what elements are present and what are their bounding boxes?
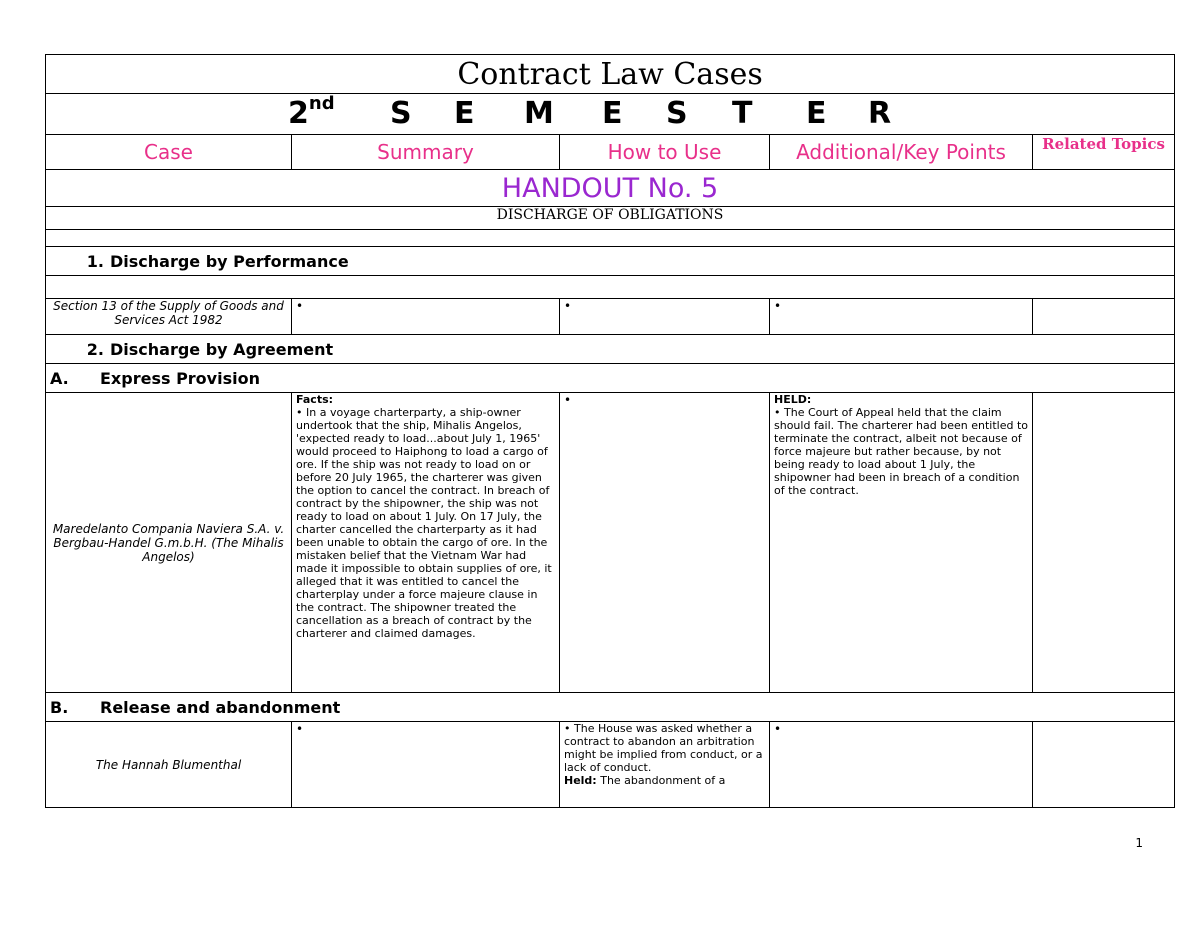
semester-letter: S [390, 96, 412, 131]
semester-letter: R [868, 96, 892, 131]
section-title: Discharge by Performance [110, 251, 349, 271]
column-headers [46, 135, 1175, 170]
how-to-use-cell [560, 722, 770, 808]
page-number: 1 [1135, 836, 1143, 850]
table-row [46, 393, 1175, 693]
related-topics-cell [1033, 299, 1175, 335]
section-heading-agreement [46, 335, 1175, 364]
related-topics-cell [1033, 393, 1175, 693]
held-text: Held: The abandonment of a [564, 774, 726, 787]
spacer-row [46, 230, 1175, 247]
semester-letter: E [454, 96, 475, 131]
summary-cell [292, 393, 560, 693]
header-additional: Additional/Key Points [770, 135, 1033, 170]
additional-bullet: • [770, 722, 1033, 808]
section-title: Release and abandonment [100, 697, 341, 717]
handout-subtitle: DISCHARGE OF OBLIGATIONS [46, 207, 1175, 230]
handout-title: HANDOUT No. 5 [46, 170, 1175, 207]
section-letter: B. [50, 697, 69, 717]
section-title: Express Provision [100, 368, 260, 388]
header-related-topics: Related Topics [1033, 135, 1175, 170]
held-text: • The Court of Appeal held that the claim should fail. The charterer had been entitled to terminate the contract, albeit not because of force majeure but rather because, by not being ready to load about 1 July, the shipowner had been in breach of a condition of the contract. [774, 406, 1028, 497]
held-label: HELD: [774, 393, 812, 406]
case-name: The Hannah Blumenthal [46, 722, 292, 808]
semester-letter: T [732, 96, 753, 131]
section-title: Discharge by Agreement [110, 339, 334, 359]
case-name: Maredelanto Compania Naviera S.A. v. Bergbau-Handel G.m.b.H. (The Mihalis Angelos) [46, 393, 292, 693]
header-summary: Summary [292, 135, 560, 170]
table-row [46, 722, 1175, 808]
additional-cell [770, 393, 1033, 693]
facts-label: Facts: [296, 393, 334, 406]
table-row [46, 299, 1175, 335]
semester-banner [46, 94, 1175, 135]
how-to-use-text: • The House was asked whether a contract to abandon an arbitration might be implied from conduct, or a lack of conduct. [564, 722, 763, 774]
section-letter: A. [50, 368, 69, 388]
semester-letter: E [602, 96, 623, 131]
semester-number: 2nd [288, 93, 335, 131]
section-heading-express-provision [46, 364, 1175, 393]
semester-letter: E [806, 96, 827, 131]
additional-bullet: • [770, 299, 1033, 335]
header-case: Case [46, 135, 292, 170]
facts-text: • In a voyage charterparty, a ship-owner undertook that the ship, Mihalis Angelos, 'expected ready to load...about July 1, 1965' would proceed to Haiphong to load a cargo of ore. If the ship was not ready to load on or before 20 July 1965, the charterer was given the option to cancel the contract. In breach of contract by the shipowner, the ship was not ready to load on about 1 July. On 17 July, the charter cancelled the charterparty as it had been unable to obtain the cargo of ore. In the mistaken belief that the Vietnam War had made it impossible to obtain supplies of ore, it alleged that it was entitled to cancel the charterplay under a force majeure clause in the contract. The shipowner treated the cancellation as a breach of contract by the charterer and claimed damages. [296, 406, 552, 640]
case-name: Section 13 of the Supply of Goods and Services Act 1982 [46, 299, 292, 335]
how-to-use-bullet: • [560, 393, 770, 693]
related-topics-cell [1033, 722, 1175, 808]
document-title: Contract Law Cases [46, 55, 1175, 94]
summary-bullet: • [292, 299, 560, 335]
summary-bullet: • [292, 722, 560, 808]
header-how-to-use: How to Use [560, 135, 770, 170]
section-number: 2. [86, 339, 104, 359]
spacer-row [46, 276, 1175, 299]
how-to-use-bullet: • [560, 299, 770, 335]
semester-letter: S [666, 96, 688, 131]
section-number: 1. [86, 251, 104, 271]
section-heading-performance [46, 247, 1175, 276]
semester-letter: M [524, 96, 554, 131]
section-heading-release [46, 693, 1175, 722]
cases-table [45, 54, 1175, 808]
